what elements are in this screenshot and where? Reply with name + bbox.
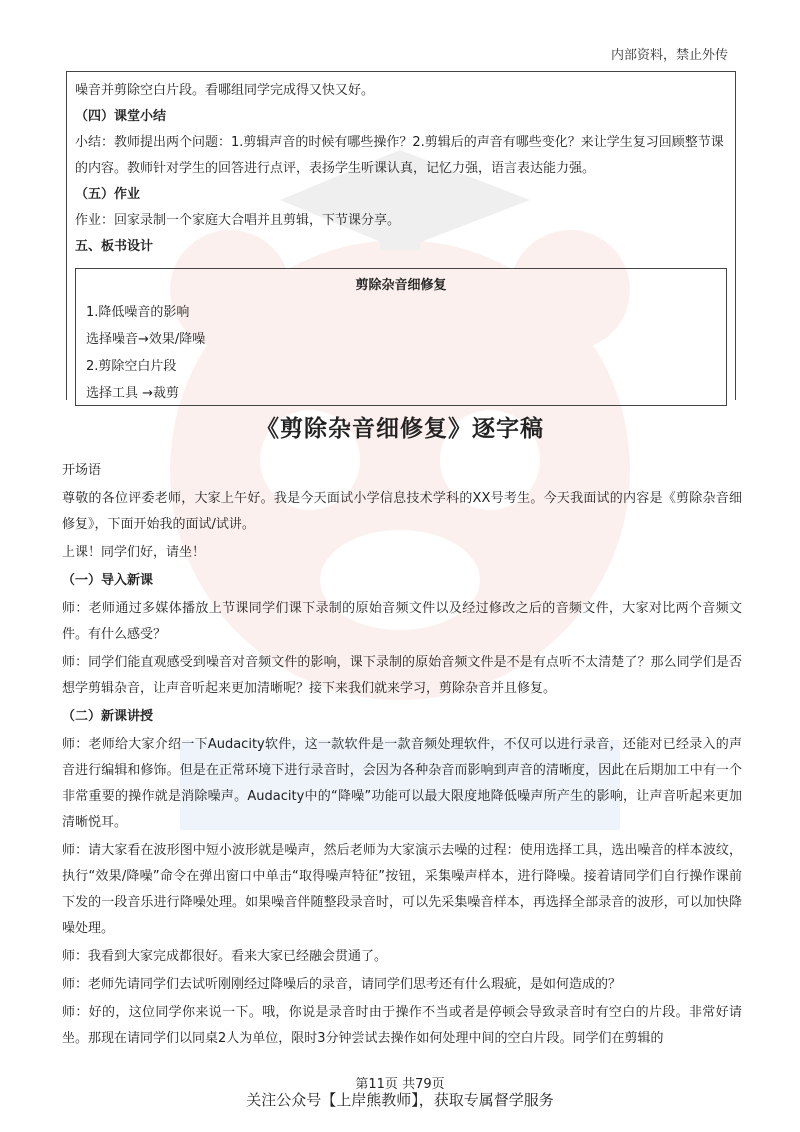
board-line: 选择工具 →裁剪	[86, 386, 180, 401]
board-design-heading: 五、板书设计	[75, 239, 154, 254]
document-title: 《剪除杂音细修复》逐字稿	[256, 416, 544, 442]
page-number: 第11页 共79页	[355, 1077, 445, 1092]
board-title: 剪除杂音细修复	[355, 278, 447, 293]
board-design-box	[75, 268, 727, 406]
summary-heading: （四）课堂小结	[75, 109, 167, 124]
homework-heading: （五）作业	[75, 187, 141, 202]
transcript-body	[62, 458, 742, 1054]
lesson-plan-table	[66, 71, 736, 400]
section-heading: （二）新课讲授	[62, 709, 154, 724]
board-line: 2.剪除空白片段	[86, 359, 177, 374]
practice-line: 噪音并剪除空白片段。看哪组同学完成得又快又好。	[75, 83, 375, 98]
paragraph: 师：老师给大家介绍一下Audacity软件，这一款软件是一款音频处理软件，不仅可以进行录音，还能对已经录入的声音进行编辑和修饰。但是在正常环境下进行录音时，会因为各种杂音而影响到声音的清晰度，因此在后期加工中有一个非常重要的操作就是消除噪声。Audacity中的“降噪”功能可以最大限度地降低噪声所产生的影响，让声音听起来更加清晰悦耳。	[62, 737, 742, 830]
board-line: 选择噪音→效果/降噪	[86, 332, 206, 347]
paragraph: 尊敬的各位评委老师，大家上午好。我是今天面试小学信息技术学科的XX号考生。今天我面试的内容是《剪除杂音细修复》，下面开始我的面试/试讲。	[62, 491, 742, 532]
paragraph: 开场语	[62, 463, 102, 478]
paragraph: 师：好的，这位同学你来说一下。哦，你说是录音时由于操作不当或者是停顿会导致录音时有空白的片段。非常好请坐。那现在请同学们以同桌2人为单位，限时3分钟尝试去操作如何处理中间的空白片段。同学们在剪辑的	[62, 1005, 742, 1046]
paragraph: 上课！同学们好，请坐！	[62, 545, 206, 560]
footer-promo: 关注公众号【上岸熊教师】，获取专属督学服务	[246, 1091, 554, 1109]
homework-text: 作业：回家录制一个家庭大合唱并且剪辑，下节课分享。	[75, 213, 401, 228]
paragraph: 师：老师先请同学们去试听刚刚经过降噪后的录音，请同学们思考还有什么瑕疵，是如何造成的？	[62, 977, 622, 992]
section-heading: （一）导入新课	[62, 573, 154, 588]
board-line: 1.降低噪音的影响	[86, 305, 190, 320]
summary-text: 小结：教师提出两个问题：1.剪辑声音的时候有哪些操作？2.剪辑后的声音有哪些变化？来让学生复习回顾整节课的内容。教师针对学生的回答进行点评，表扬学生听课认真，记忆力强，语言表达能力强。	[75, 135, 724, 176]
paragraph: 师：请大家看在波形图中短小波形就是噪声，然后老师为大家演示去噪的过程：使用选择工具，选出噪音的样本波纹，执行“效果/降噪”命令在弹出窗口中单击“取得噪声特征”按钮，采集噪声样本，进行降噪。接着请同学们自行操作课前下发的一段音乐进行降噪处理。如果噪音伴随整段录音时，可以先采集噪音样本，再选择全部录音的波形，可以加快降噪处理。	[62, 843, 742, 936]
paragraph: 师：我看到大家完成都很好。看来大家已经融会贯通了。	[62, 949, 388, 964]
paragraph: 师：同学们能直观感受到噪音对音频文件的影响，课下录制的原始音频文件是不是有点听不太清楚了？那么同学们是否想学剪辑杂音，让声音听起来更加清晰呢？接下来我们就来学习，剪除杂音并且修复。	[62, 655, 742, 696]
paragraph: 师：老师通过多媒体播放上节课同学们课下录制的原始音频文件以及经过修改之后的音频文件，大家对比两个音频文件。有什么感受？	[62, 601, 742, 642]
internal-notice: 内部资料，禁止外传	[610, 48, 728, 63]
